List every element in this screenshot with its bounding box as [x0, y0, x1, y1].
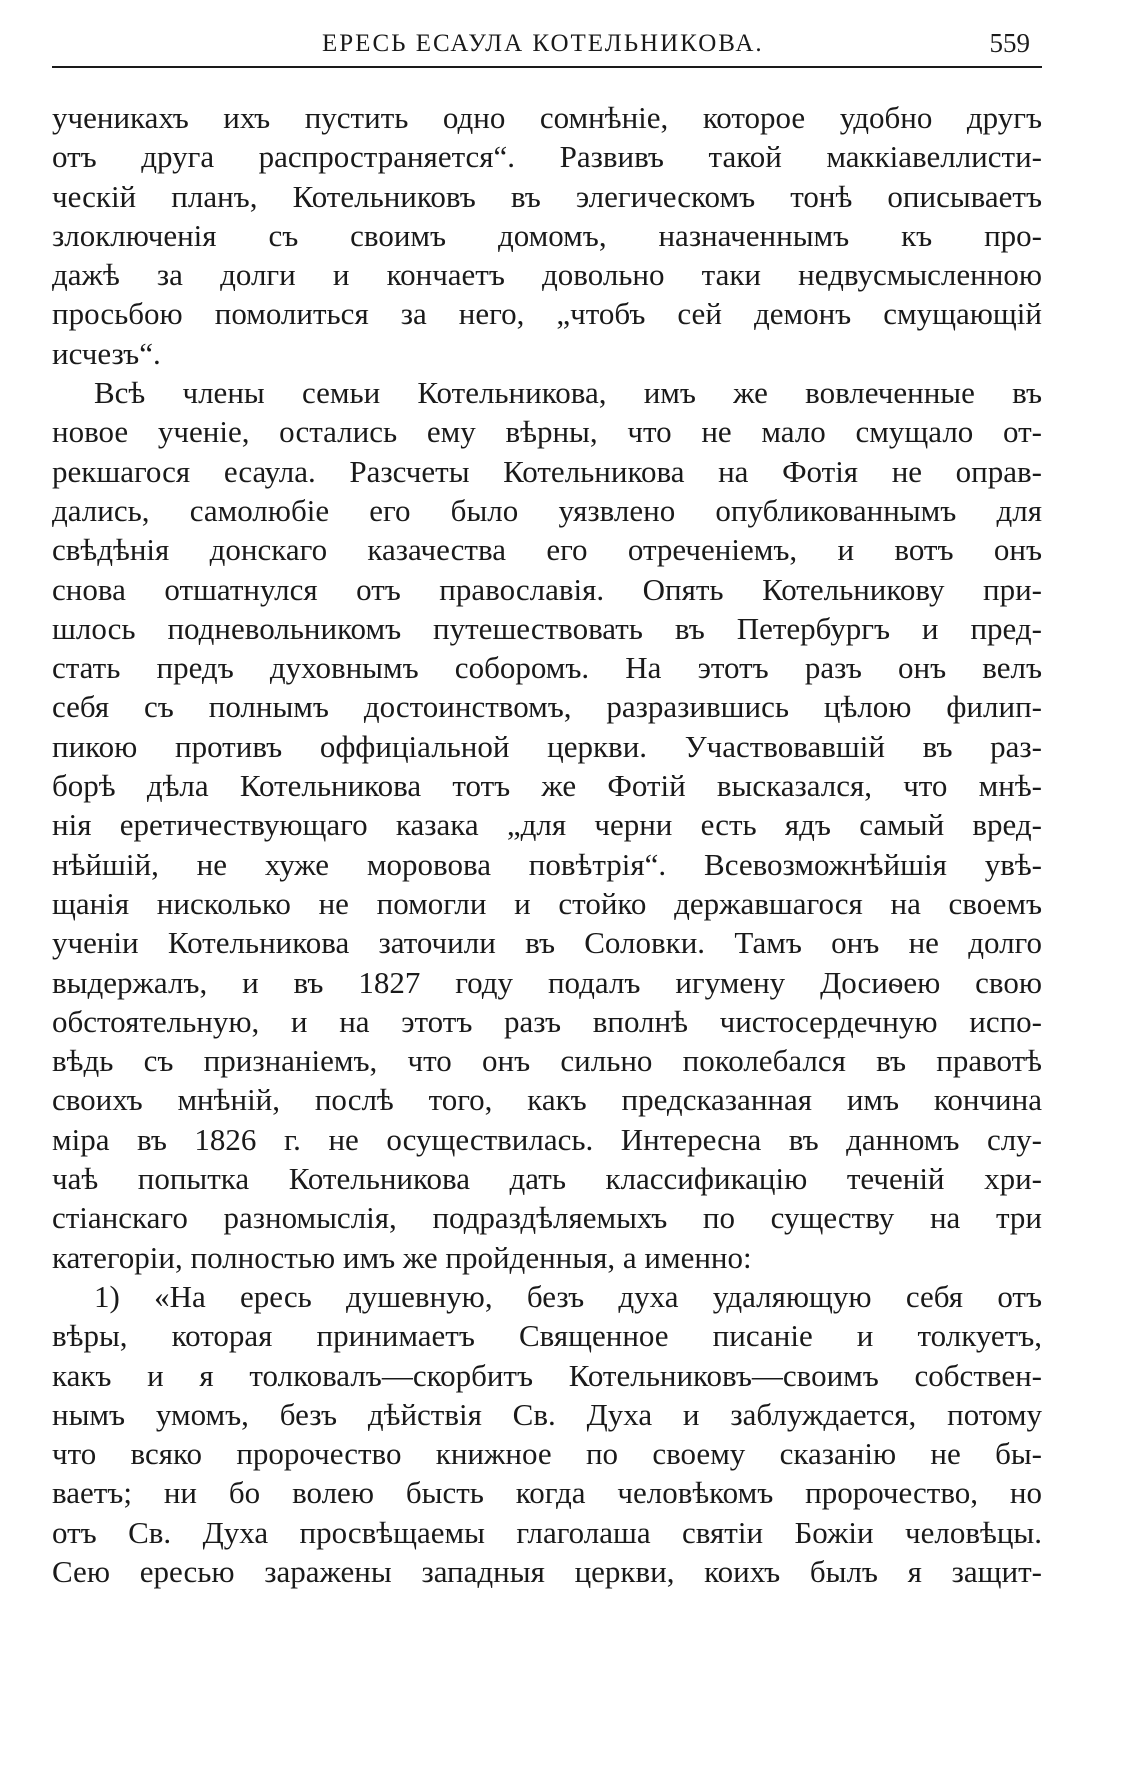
- text-line: просьбою помолиться за него, „чтобъ сей демонъ смущающій: [52, 296, 1042, 332]
- text-line: свѣдѣнія донскаго казачества его отреченіемъ, и вотъ онъ: [52, 532, 1042, 568]
- text-line: своихъ мнѣній, послѣ того, какъ предсказанная имъ кончина: [52, 1082, 1042, 1118]
- body-text: [52, 98, 1042, 1591]
- text-line: отъ Св. Духа просвѣщаемы глаголаша святіи Божіи человѣцы.: [52, 1514, 1042, 1550]
- text-line: нѣйшій, не хуже моровова повѣтрія“. Всевозможнѣйшія увѣ-: [52, 846, 1042, 882]
- book-page: [52, 0, 1042, 1777]
- text-line: обстоятельную, и на этотъ разъ вполнѣ чистосердечную испо-: [52, 1003, 1042, 1039]
- text-line: міра въ 1826 г. не осуществилась. Интересна въ данномъ слу-: [52, 1121, 1042, 1157]
- text-line: чаѣ попытка Котельникова дать классификацію теченій хри-: [52, 1161, 1042, 1197]
- text-line: Всѣ члены семьи Котельникова, имъ же вовлеченные въ: [94, 375, 1042, 411]
- text-line: ученикахъ ихъ пустить одно сомнѣніе, которое удобно другъ: [52, 100, 1042, 135]
- text-line: борѣ дѣла Котельникова тотъ же Фотій высказался, что мнѣ-: [52, 768, 1042, 804]
- page-header: [52, 26, 1042, 68]
- text-line: какъ и я толковалъ—скорбитъ Котельниковъ—своимъ собствен-: [52, 1357, 1042, 1393]
- text-line: рекшагося есаула. Разсчеты Котельникова на Фотія не оправ-: [52, 453, 1042, 489]
- text-line: категоріи, полностью имъ же пройденныя, а именно:: [52, 1239, 752, 1275]
- text-line: ческій планъ, Котельниковъ въ элегическомъ тонѣ описываетъ: [52, 178, 1042, 214]
- text-line: стать предъ духовнымъ соборомъ. На этотъ разъ онъ велъ: [52, 650, 1042, 686]
- text-line: вѣры, которая принимаетъ Священное писаніе и толкуетъ,: [52, 1318, 1042, 1354]
- text-line: нымъ умомъ, безъ дѣйствія Св. Духа и заблуждается, потому: [52, 1396, 1042, 1432]
- text-line: стіанскаго разномыслія, подраздѣляемыхъ по существу на три: [52, 1200, 1042, 1236]
- text-line: вѣдь съ признаніемъ, что онъ сильно поколебался въ правотѣ: [52, 1043, 1042, 1079]
- text-line: пикою противъ оффиціальной церкви. Участвовавшій въ раз-: [52, 728, 1042, 764]
- text-line: шлось подневольникомъ путешествовать въ Петербургъ и пред-: [52, 610, 1042, 646]
- text-line: щанія нисколько не помогли и стойко державшагося на своемъ: [52, 885, 1042, 921]
- text-line: новое ученіе, остались ему вѣрны, что не мало смущало от-: [52, 414, 1042, 450]
- text-line: снова отшатнулся отъ православія. Опять Котельникову при-: [52, 571, 1042, 607]
- text-line: злоключенія съ своимъ домомъ, назначеннымъ къ про-: [52, 217, 1042, 253]
- text-line: 1) «На ересь душевную, безъ духа удаляющую себя отъ: [94, 1278, 1042, 1314]
- text-line: ученіи Котельникова заточили въ Соловки. Тамъ онъ не долго: [52, 925, 1042, 961]
- text-line: нія еретичествующаго казака „для черни есть ядъ самый вред-: [52, 807, 1042, 843]
- text-line: выдержалъ, и въ 1827 году подалъ игумену Досиѳею свою: [52, 964, 1042, 1000]
- text-line: исчезъ“.: [52, 335, 161, 371]
- text-line: отъ друга распространяется“. Развивъ такой маккіавеллисти-: [52, 139, 1042, 175]
- text-line: Сею ересью заражены западныя церкви, коихъ былъ я защит-: [52, 1553, 1042, 1589]
- page-number: 559: [989, 28, 1030, 58]
- text-line: что всяко пророчество книжное по своему сказанію не бы-: [52, 1436, 1042, 1472]
- text-line: дались, самолюбіе его было уязвлено опубликованнымъ для: [52, 492, 1042, 528]
- running-title: ЕРЕСЬ ЕСАУЛА КОТЕЛЬНИКОВА.: [322, 30, 764, 57]
- text-line: ваетъ; ни бо волею бысть когда человѣкомъ пророчество, но: [52, 1475, 1042, 1511]
- text-line: себя съ полнымъ достоинствомъ, разразившись цѣлою филип-: [52, 689, 1042, 725]
- text-line: дажѣ за долги и кончаетъ довольно таки недвусмысленною: [52, 257, 1042, 293]
